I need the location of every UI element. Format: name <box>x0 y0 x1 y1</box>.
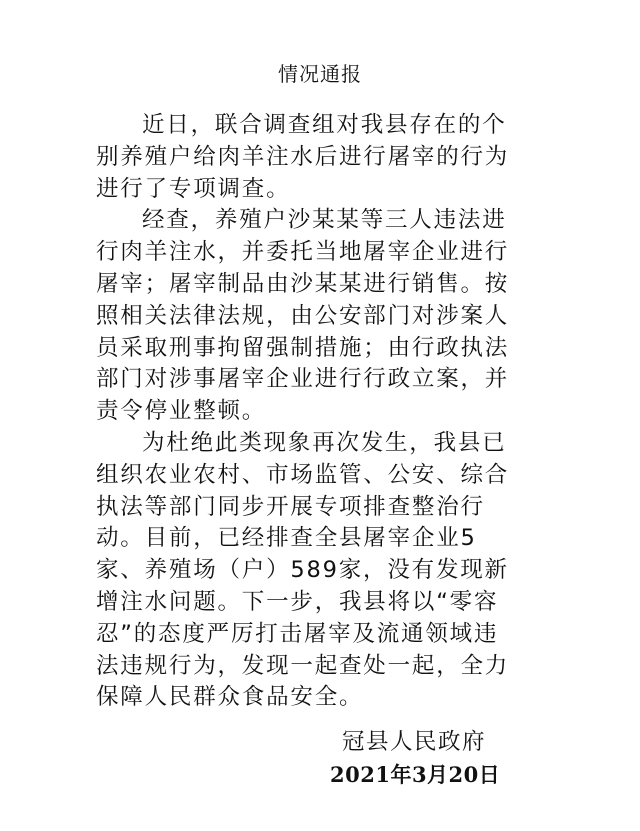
body-line: 法违规行为，发现一起查处一起，全力 <box>96 652 510 679</box>
body-line: 组织农业农村、市场监管、公安、综合 <box>96 461 510 488</box>
body-line: 增注水问题。下一步，我县将以“零容 <box>96 588 499 615</box>
body-line: 员采取刑事拘留强制措施；由行政执法 <box>96 334 510 361</box>
body-line: 动。目前，已经排查全县屠宰企业5 <box>96 525 477 552</box>
body-line: 保障人民群众食品安全。 <box>96 684 364 711</box>
body-line: 家、养殖场（户）589家，没有发现新 <box>96 557 509 584</box>
body-line: 屠宰；屠宰制品由沙某某进行销售。按 <box>96 270 510 297</box>
body-line: 照相关法律法规，由公安部门对涉案人 <box>96 302 510 329</box>
notice-body <box>96 110 548 714</box>
body-line: 执法等部门同步开展专项排查整治行 <box>96 493 485 520</box>
body-line: 忍”的态度严厉打击屠宰及流通领域违 <box>96 620 499 647</box>
body-line: 为杜绝此类现象再次发生，我县已 <box>142 429 507 456</box>
notice-title: 情况通报 <box>278 62 362 86</box>
body-line: 近日，联合调查组对我县存在的个 <box>142 112 507 138</box>
body-line: 别养殖户给肉羊注水后进行屠宰的行为 <box>96 143 510 170</box>
signature-date: 2021年3月20日 <box>330 762 501 787</box>
body-line: 部门对涉事屠宰企业进行行政立案，并 <box>96 366 510 393</box>
body-line: 经查，养殖户沙某某等三人违法进 <box>142 207 507 234</box>
body-line: 进行了专项调查。 <box>96 175 291 202</box>
body-line: 责令停业整顿。 <box>96 398 267 425</box>
body-line: 行肉羊注水，并委托当地屠宰企业进行 <box>96 239 510 266</box>
signature-organization: 冠县人民政府 <box>342 729 487 755</box>
